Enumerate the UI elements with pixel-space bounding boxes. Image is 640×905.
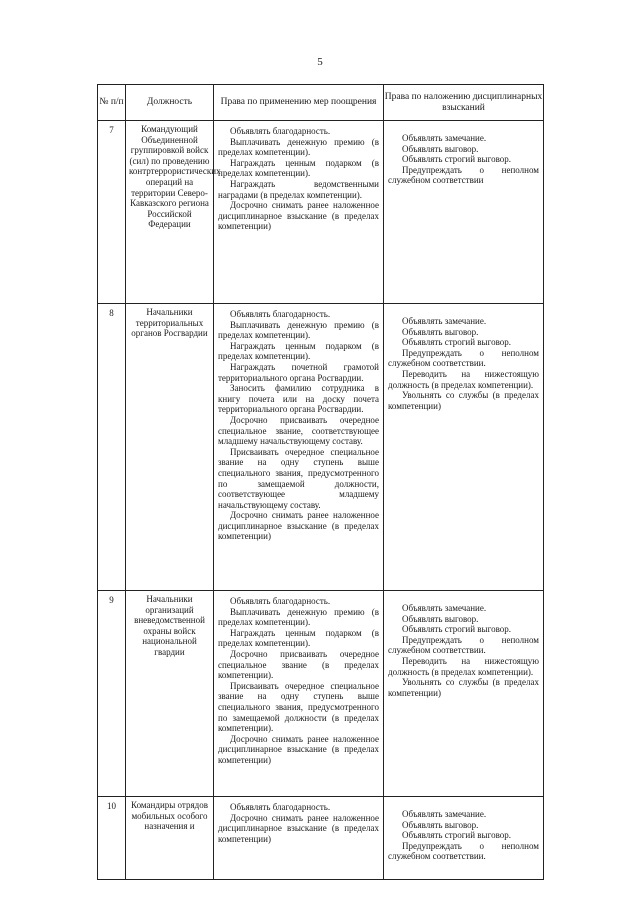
row-disciplinary (384, 304, 544, 591)
incentive-item: Присваивать очередное специальное звание на одну ступень выше специального звания, предусмотренного по замещаемой должности, соответствующее младшему начальствующему составу. (218, 446, 379, 510)
disciplinary-item: Предупреждать о неполном служебном соответствии (388, 164, 539, 186)
disciplinary-item: Объявлять выговор. (402, 326, 479, 337)
incentive-item: Досрочно снимать ранее наложенное дисциплинарное взыскание (в пределах компетенции) (218, 812, 379, 844)
row-number: 8 (98, 304, 126, 591)
incentive-item: Награждать ведомственными наградами (в пределах компетенции). (218, 178, 379, 200)
table-row (98, 304, 544, 591)
row-disciplinary (384, 591, 544, 797)
table-header-row (98, 85, 544, 121)
disciplinary-item: Объявлять строгий выговор. (402, 337, 512, 348)
header-incentives: Права по применению мер поощрения (214, 85, 384, 121)
row-position: Начальники территориальных органов Росгвардии (126, 304, 214, 591)
incentive-item: Награждать ценным подарком (в пределах компетенции). (218, 340, 379, 362)
incentive-item: Досрочно снимать ранее наложенное дисциплинарное взыскание (в пределах компетенции) (218, 510, 379, 542)
header-number: № п/п (98, 85, 126, 121)
page-number: 5 (317, 56, 323, 68)
disciplinary-item: Объявлять выговор. (402, 613, 479, 624)
incentive-item: Досрочно снимать ранее наложенное дисциплинарное взыскание (в пределах компетенции) (218, 733, 379, 765)
disciplinary-item: Увольнять со службы (в пределах компетенции) (388, 390, 539, 411)
disciplinary-item: Объявлять замечание. (402, 809, 487, 819)
disciplinary-item: Объявлять замечание. (402, 316, 487, 326)
disciplinary-item: Объявлять выговор. (402, 143, 479, 154)
disciplinary-item: Предупреждать о неполном служебном соответствии. (388, 634, 539, 656)
incentive-item: Награждать почетной грамотой территориального органа Росгвардии. (218, 361, 379, 383)
disciplinary-item: Объявлять строгий выговор. (402, 624, 512, 635)
row-number: 7 (98, 121, 126, 304)
incentive-item: Награждать ценным подарком (в пределах компетенции). (218, 627, 379, 649)
table-row (98, 121, 544, 304)
incentive-item: Объявлять благодарность. (230, 126, 331, 136)
header-position: Должность (126, 85, 214, 121)
disciplinary-item: Объявлять замечание. (402, 603, 487, 613)
incentive-item: Выплачивать денежную премию (в пределах компетенции). (218, 136, 379, 158)
disciplinary-item: Объявлять строгий выговор. (402, 154, 512, 165)
incentive-item: Выплачивать денежную премию (в пределах компетенции). (218, 606, 379, 628)
incentive-item: Досрочно присваивать очередное специальное звание, соответствующее младшему начальствующему составу. (218, 414, 379, 447)
row-disciplinary (384, 797, 544, 880)
table-row (98, 591, 544, 797)
table-row (98, 797, 544, 880)
incentive-item: Объявлять благодарность. (230, 596, 331, 606)
disciplinary-item: Переводить на нижестоящую должность (в пределах компетенции). (388, 655, 539, 677)
disciplinary-item: Увольнять со службы (в пределах компетенции) (388, 677, 539, 698)
incentive-item: Награждать ценным подарком (в пределах компетенции). (218, 157, 379, 179)
disciplinary-item: Предупреждать о неполном служебном соответствии. (388, 840, 539, 862)
incentive-item: Досрочно присваивать очередное специальное звание (в пределах компетенции). (218, 648, 379, 681)
header-disciplinary: Права по наложению дисциплинарных взысканий (384, 85, 544, 121)
incentive-item: Присваивать очередное специальное звание на одну ступень выше специального звания, предусмотренного по замещаемой должности (в пределах компетенции). (218, 680, 379, 734)
incentive-item: Объявлять благодарность. (230, 802, 331, 812)
row-position: Начальники организаций вневедомственной охраны войск национальной гвардии (126, 591, 214, 797)
row-incentives (214, 121, 384, 304)
row-incentives (214, 797, 384, 880)
row-number: 10 (98, 797, 126, 880)
disciplinary-item: Предупреждать о неполном служебном соответствии. (388, 347, 539, 369)
disciplinary-item: Объявлять выговор. (402, 819, 479, 830)
row-incentives (214, 591, 384, 797)
disciplinary-item: Переводить на нижестоящую должность (в пределах компетенции). (388, 368, 539, 390)
row-incentives (214, 304, 384, 591)
incentive-item: Заносить фамилию сотрудника в книгу почета или на доску почета территориального органа Росгвардии. (218, 383, 379, 415)
disciplinary-item: Объявлять строгий выговор. (402, 830, 512, 841)
incentive-item: Досрочно снимать ранее наложенное дисциплинарное взыскание (в пределах компетенции) (218, 200, 379, 232)
row-number: 9 (98, 591, 126, 797)
rights-table (97, 84, 544, 880)
incentive-item: Выплачивать денежную премию (в пределах компетенции). (218, 319, 379, 341)
row-position: Командиры отрядов мобильных особого назначения и (126, 797, 214, 880)
disciplinary-item: Объявлять замечание. (402, 133, 487, 143)
incentive-item: Объявлять благодарность. (230, 309, 331, 319)
row-disciplinary (384, 121, 544, 304)
row-position: Командующий Объединенной группировкой войск (сил) по проведению контртеррористических операций на территории Северо-Кавказского региона Российской Федерации (126, 121, 214, 304)
